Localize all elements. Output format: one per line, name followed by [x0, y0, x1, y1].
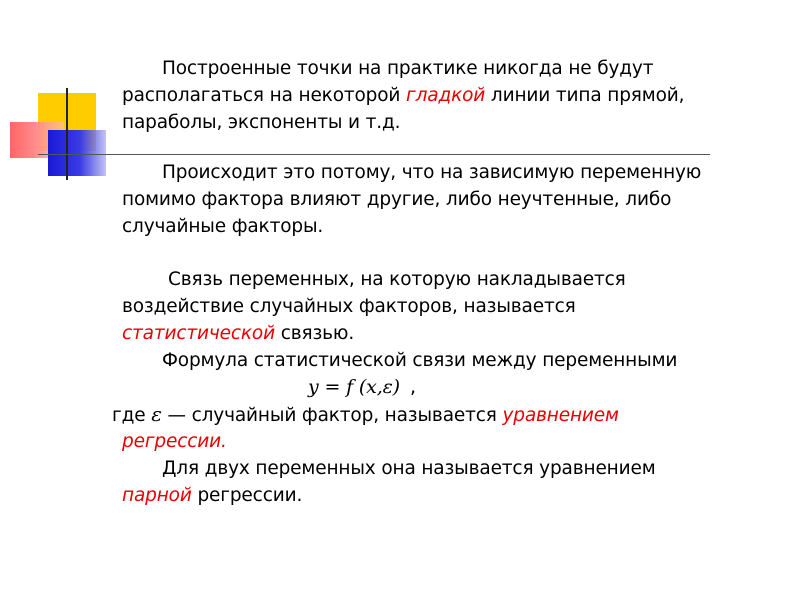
paragraph3-line6 [112, 401, 772, 428]
regression-formula [122, 374, 772, 401]
paragraph3-line4: Формула статистической связи между переменными [162, 350, 678, 371]
paragraph3-line9 [122, 482, 772, 509]
paragraph2-line2: помимо фактора влияют другие, либо неучтенные, либо [122, 189, 672, 210]
paragraph3-line6-mid: — случайный фактор, называется [161, 405, 503, 426]
paragraph1-line2-before: располагаться на некоторой [122, 85, 407, 106]
paragraph1-line2-after: линии типа прямой, [485, 85, 685, 106]
paragraph3-line6-before: где [112, 405, 152, 426]
ornament-blue-square [48, 130, 106, 176]
paragraph1-line1: Построенные точки на практике никогда не будут [162, 58, 654, 79]
paragraph1-line2 [122, 82, 772, 109]
emphasis-regression-equation: уравнением [502, 405, 619, 426]
paragraph-smooth-line [122, 55, 772, 136]
paragraph1-line3: параболы, экспоненты и т.д. [122, 112, 401, 133]
emphasis-statistical: статистической [122, 323, 275, 344]
paragraph3-line3-after: связью. [274, 323, 355, 344]
paragraph3-line9-after: регрессии. [191, 485, 303, 506]
paragraph-random-factors [122, 159, 772, 240]
paragraph3-line8: Для двух переменных она называется уравнением [162, 458, 656, 479]
ornament-horizontal-line [38, 154, 710, 155]
emphasis-smooth: гладкой [406, 85, 486, 106]
emphasis-paired: парной [122, 485, 192, 506]
paragraph2-line1: Происходит это потому, что на зависимую переменную [162, 162, 702, 183]
paragraph3-line1: Связь переменных, на которую накладывается [168, 269, 626, 290]
emphasis-regression: регрессии. [122, 431, 227, 452]
epsilon-symbol: ε [151, 402, 162, 426]
ornament-vertical-line [66, 88, 68, 180]
formula-expression: y = f (x,ε) [308, 376, 400, 398]
paragraph2-line3: случайные факторы. [122, 216, 324, 237]
paragraph3-line2: воздействие случайных факторов, называется [122, 296, 576, 317]
paragraph-statistical-relation [112, 266, 772, 509]
formula-comma: , [409, 376, 416, 398]
paragraph3-line3 [122, 320, 772, 347]
